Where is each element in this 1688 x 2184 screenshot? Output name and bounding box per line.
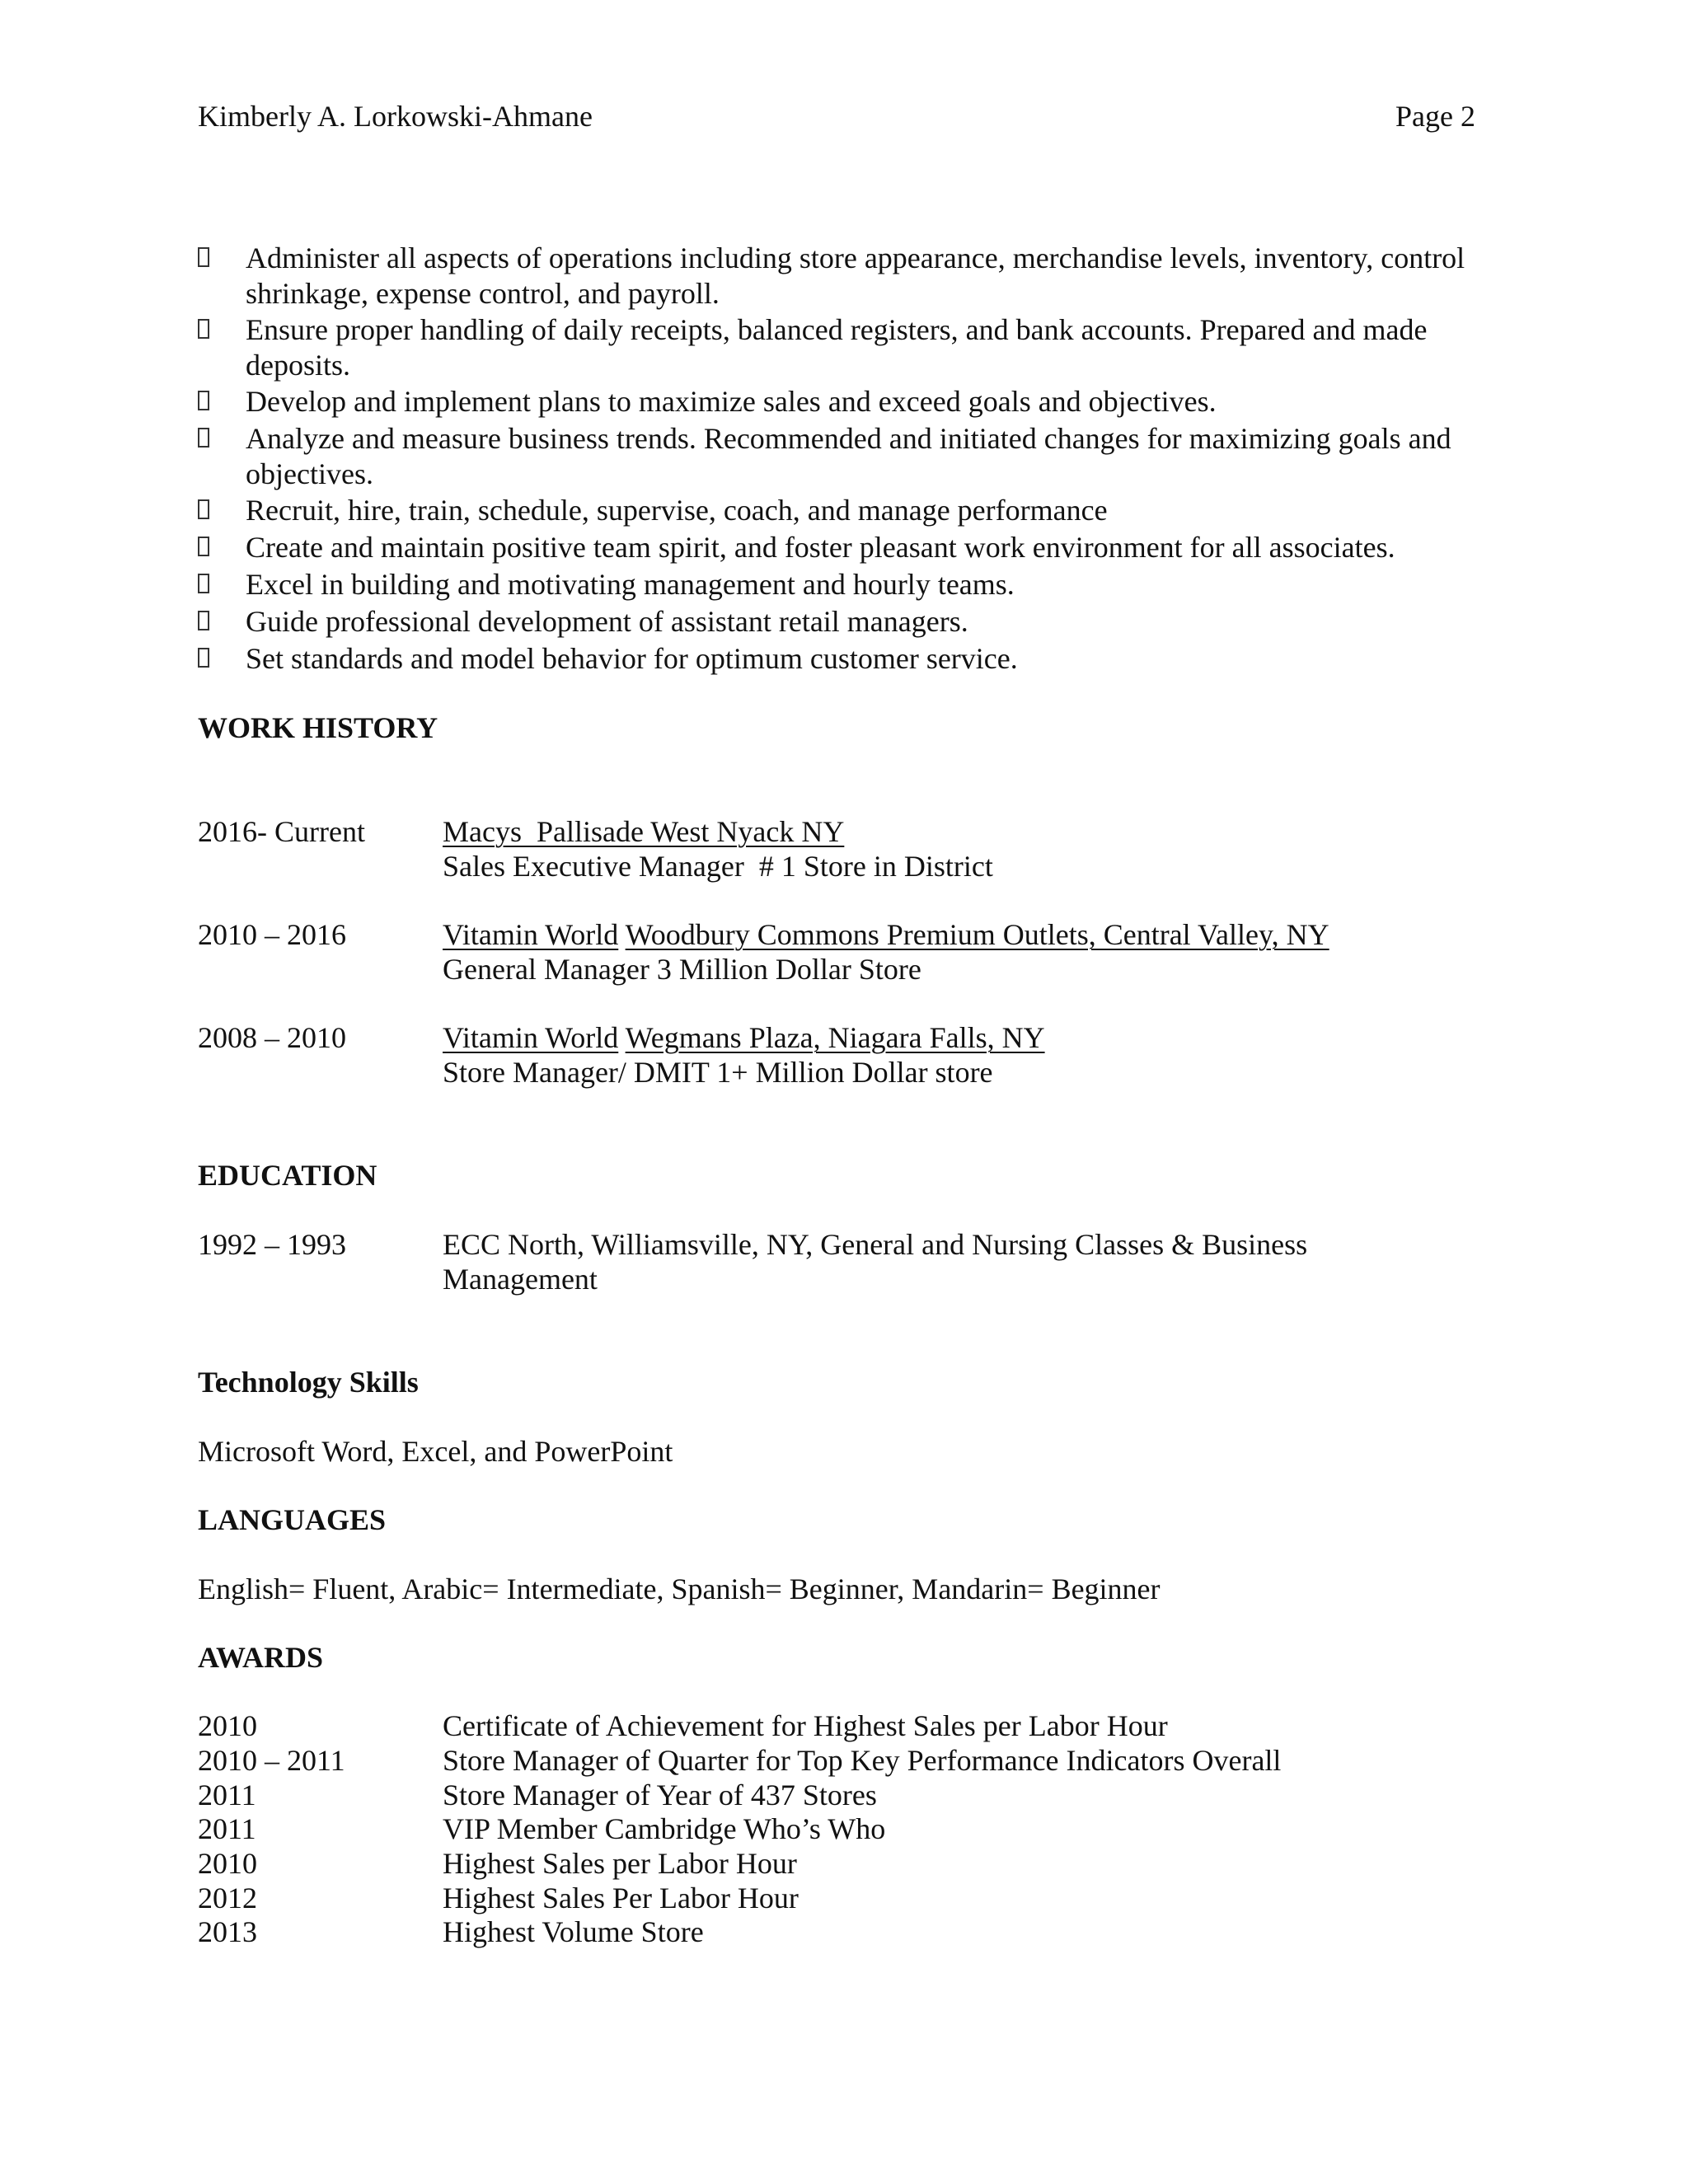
languages-text: English= Fluent, Arabic= Intermediate, Spanish= Beginner, Mandarin= Beginner xyxy=(198,1572,1160,1605)
technology-text: Microsoft Word, Excel, and PowerPoint xyxy=(198,1435,673,1468)
list-item: Develop and implement plans to maximize sales and exceed goals and objectives. xyxy=(198,384,1484,419)
bullet-box-icon xyxy=(198,499,209,519)
award-year: 2010 xyxy=(198,1709,257,1742)
award-year: 2011 xyxy=(198,1812,256,1845)
bullet-box-icon xyxy=(198,319,209,339)
award-title: Certificate of Achievement for Highest Sales per Labor Hour xyxy=(443,1709,1168,1742)
work-dates: 2008 – 2010 xyxy=(198,1021,346,1054)
award-title: Store Manager of Quarter for Top Key Performance Indicators Overall xyxy=(443,1744,1282,1777)
technology-heading: Technology Skills xyxy=(198,1366,419,1399)
award-year: 2013 xyxy=(198,1915,257,1948)
education-line-2: Management xyxy=(443,1263,598,1296)
work-employer: Vitamin World Woodbury Commons Premium Outlets, Central Valley, NY xyxy=(443,918,1329,951)
list-item: Administer all aspects of operations including store appearance, merchandise levels, inventory, control shrinkage, expense control, and payroll. xyxy=(198,241,1484,312)
bullet-box-icon xyxy=(198,537,209,556)
awards-heading: AWARDS xyxy=(198,1641,324,1674)
education-line-1: ECC North, Williamsville, NY, General and Nursing Classes & Business xyxy=(443,1228,1308,1261)
header-name: Kimberly A. Lorkowski-Ahmane xyxy=(198,100,593,133)
award-year: 2010 – 2011 xyxy=(198,1744,345,1777)
work-role: Store Manager/ DMIT 1+ Million Dollar store xyxy=(443,1056,993,1089)
work-employer: Macys Pallisade West Nyack NY xyxy=(443,815,845,848)
education-dates: 1992 – 1993 xyxy=(198,1228,346,1261)
work-role: Sales Executive Manager # 1 Store in District xyxy=(443,850,993,883)
bullet-box-icon xyxy=(198,391,209,410)
list-item: Ensure proper handling of daily receipts, balanced registers, and bank accounts. Prepared and made deposits. xyxy=(198,312,1484,383)
list-item: Excel in building and motivating management and hourly teams. xyxy=(198,567,1484,602)
work-role: General Manager 3 Million Dollar Store xyxy=(443,953,921,986)
list-item: Set standards and model behavior for optimum customer service. xyxy=(198,641,1484,677)
bullet-box-icon xyxy=(198,574,209,593)
bullet-box-icon xyxy=(198,611,209,630)
page-number: Page 2 xyxy=(1395,100,1475,133)
languages-heading: LANGUAGES xyxy=(198,1503,387,1536)
award-title: Highest Sales per Labor Hour xyxy=(443,1847,797,1880)
list-item: Recruit, hire, train, schedule, supervise, coach, and manage performance xyxy=(198,493,1484,528)
education-heading: EDUCATION xyxy=(198,1159,377,1192)
award-title: VIP Member Cambridge Who’s Who xyxy=(443,1812,886,1845)
work-dates: 2010 – 2016 xyxy=(198,918,346,951)
award-year: 2011 xyxy=(198,1779,256,1811)
work-dates: 2016- Current xyxy=(198,815,365,848)
award-year: 2010 xyxy=(198,1847,257,1880)
list-item: Guide professional development of assistant retail managers. xyxy=(198,604,1484,640)
bullet-box-icon xyxy=(198,247,209,267)
award-title: Highest Volume Store xyxy=(443,1915,704,1948)
award-title: Highest Sales Per Labor Hour xyxy=(443,1882,799,1915)
bullet-box-icon xyxy=(198,428,209,448)
list-item: Analyze and measure business trends. Recommended and initiated changes for maximizing goals and objectives. xyxy=(198,421,1484,492)
work-history-heading: WORK HISTORY xyxy=(198,711,438,744)
work-employer: Vitamin World Wegmans Plaza, Niagara Falls, NY xyxy=(443,1021,1045,1054)
list-item: Create and maintain positive team spirit, and foster pleasant work environment for all associates. xyxy=(198,530,1484,565)
award-title: Store Manager of Year of 437 Stores xyxy=(443,1779,877,1811)
bullet-box-icon xyxy=(198,648,209,668)
award-year: 2012 xyxy=(198,1882,257,1915)
